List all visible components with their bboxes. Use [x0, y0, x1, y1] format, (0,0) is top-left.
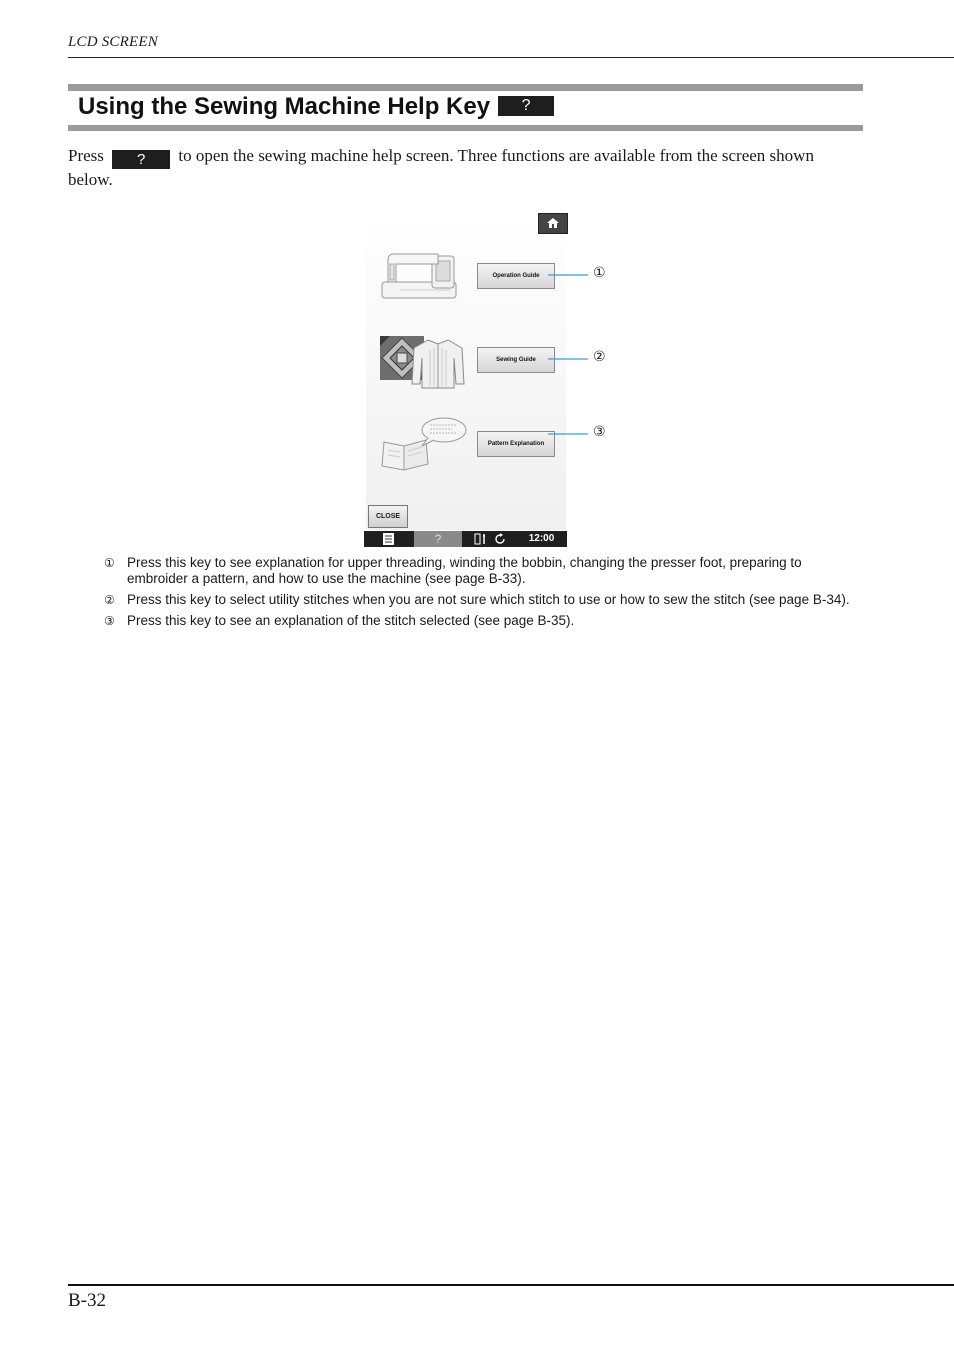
- callout-2: ②: [593, 349, 606, 365]
- note-text: Press this key to see an explanation of the stitch selected (see page B-35).: [127, 613, 575, 628]
- help-button[interactable]: ?: [414, 531, 462, 547]
- note-item: [104, 613, 864, 629]
- note-item: [104, 592, 864, 608]
- page-number: B-32: [68, 1290, 106, 1311]
- note-number: ①: [104, 556, 115, 570]
- callout-notes: [104, 555, 864, 634]
- pattern-explanation-button[interactable]: Pattern Explanation: [477, 431, 555, 457]
- callout-3: ③: [593, 424, 606, 440]
- intro-after: to open the sewing machine help screen. Three functions are available from the screen shown below.: [68, 146, 814, 189]
- operation-guide-button[interactable]: Operation Guide: [477, 263, 555, 289]
- intro-before: Press: [68, 146, 104, 165]
- footer-rule: [68, 1284, 954, 1286]
- note-text: Press this key to select utility stitches when you are not sure which stitch to use or how to sew the stitch (see page B-34).: [127, 592, 850, 607]
- section-title-text: Using the Sewing Machine Help Key: [78, 93, 491, 120]
- note-text: Press this key to see explanation for upper threading, winding the bobbin, changing the presser foot, preparing to embroider a pattern, and how to use the machine (see page B-33).: [127, 555, 802, 586]
- clock-display: 12:00: [528, 533, 555, 544]
- help-key-icon: ?: [498, 96, 554, 116]
- callout-1: ①: [593, 265, 606, 281]
- note-number: ②: [104, 593, 115, 607]
- sewing-guide-button[interactable]: Sewing Guide: [477, 347, 555, 373]
- note-item: [104, 555, 864, 587]
- note-number: ③: [104, 614, 115, 628]
- close-button[interactable]: CLOSE: [368, 505, 408, 528]
- running-head: LCD SCREEN: [68, 34, 158, 50]
- inline-help-key-icon: ?: [112, 150, 170, 169]
